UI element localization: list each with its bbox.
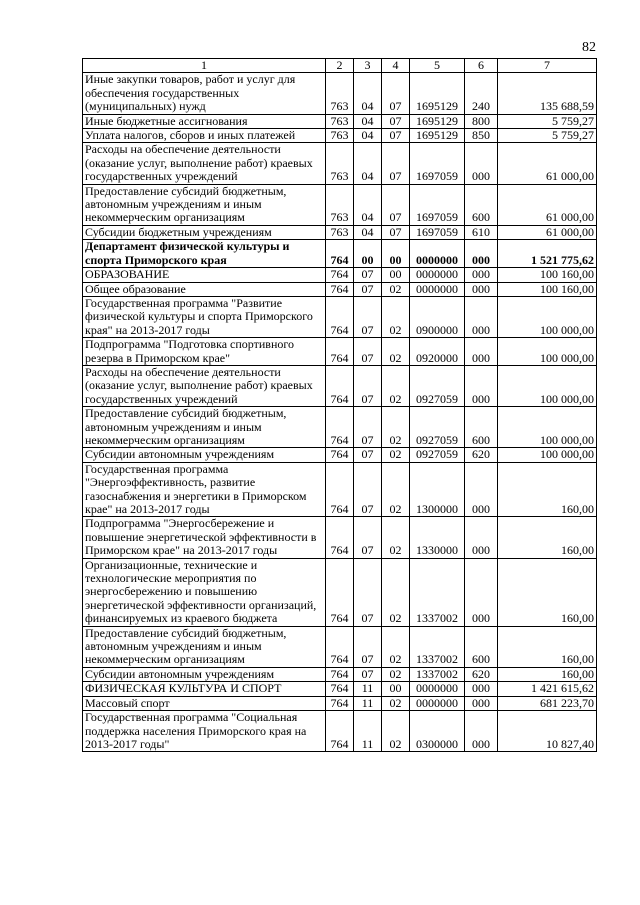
row-amount-cell: 61 000,00 xyxy=(498,225,597,239)
row-amount-cell: 100 000,00 xyxy=(498,365,597,406)
row-name-cell: Расходы на обеспечение деятельности (оказание услуг, выполнение работ) краевых государственных учреждений xyxy=(83,143,326,184)
row-amount-cell: 100 160,00 xyxy=(498,282,597,296)
row-amount-cell: 1 521 775,62 xyxy=(498,240,597,268)
row-expense-type-cell: 850 xyxy=(465,129,498,143)
row-subsection-cell: 00 xyxy=(382,240,410,268)
table-row xyxy=(83,448,597,462)
table-row xyxy=(83,407,597,448)
table-row xyxy=(83,73,597,114)
row-admin-code-cell: 764 xyxy=(326,517,354,558)
table-row xyxy=(83,114,597,128)
row-section-cell: 00 xyxy=(354,240,382,268)
row-subsection-cell: 02 xyxy=(382,711,410,752)
row-expense-type-cell: 000 xyxy=(465,682,498,696)
table-row xyxy=(83,682,597,696)
table-row xyxy=(83,296,597,337)
row-section-cell: 04 xyxy=(354,73,382,114)
row-subsection-cell: 07 xyxy=(382,129,410,143)
row-expense-type-cell: 000 xyxy=(465,282,498,296)
table-row xyxy=(83,240,597,268)
row-section-cell: 07 xyxy=(354,517,382,558)
table-row xyxy=(83,129,597,143)
row-target-code-cell: 0900000 xyxy=(410,296,465,337)
row-target-code-cell: 1695129 xyxy=(410,114,465,128)
row-name-cell: Подпрограмма "Энергосбережение и повышение энергетической эффективности в Приморском крае" на 2013-2017 годы xyxy=(83,517,326,558)
row-expense-type-cell: 000 xyxy=(465,268,498,282)
table-row xyxy=(83,667,597,681)
row-amount-cell: 1 421 615,62 xyxy=(498,682,597,696)
table-row xyxy=(83,282,597,296)
row-subsection-cell: 00 xyxy=(382,268,410,282)
budget-table xyxy=(82,58,597,752)
column-header: 7 xyxy=(498,59,597,73)
row-section-cell: 07 xyxy=(354,268,382,282)
table-row xyxy=(83,365,597,406)
row-admin-code-cell: 764 xyxy=(326,338,354,366)
row-section-cell: 07 xyxy=(354,558,382,626)
row-expense-type-cell: 600 xyxy=(465,626,498,667)
row-target-code-cell: 1330000 xyxy=(410,517,465,558)
row-amount-cell: 160,00 xyxy=(498,462,597,517)
row-amount-cell: 10 827,40 xyxy=(498,711,597,752)
row-admin-code-cell: 764 xyxy=(326,558,354,626)
table-row xyxy=(83,184,597,225)
row-section-cell: 04 xyxy=(354,143,382,184)
row-subsection-cell: 02 xyxy=(382,296,410,337)
row-name-cell: Общее образование xyxy=(83,282,326,296)
row-subsection-cell: 07 xyxy=(382,73,410,114)
row-admin-code-cell: 763 xyxy=(326,129,354,143)
row-subsection-cell: 02 xyxy=(382,626,410,667)
table-row xyxy=(83,558,597,626)
row-subsection-cell: 07 xyxy=(382,143,410,184)
row-section-cell: 07 xyxy=(354,407,382,448)
row-name-cell: Иные закупки товаров, работ и услуг для обеспечения государственных (муниципальных) нужд xyxy=(83,73,326,114)
table-row xyxy=(83,696,597,710)
row-amount-cell: 135 688,59 xyxy=(498,73,597,114)
row-section-cell: 04 xyxy=(354,129,382,143)
row-subsection-cell: 02 xyxy=(382,462,410,517)
row-amount-cell: 100 000,00 xyxy=(498,296,597,337)
table-header xyxy=(83,59,597,73)
row-amount-cell: 100 160,00 xyxy=(498,268,597,282)
row-subsection-cell: 02 xyxy=(382,696,410,710)
row-target-code-cell: 1695129 xyxy=(410,129,465,143)
row-section-cell: 07 xyxy=(354,462,382,517)
row-admin-code-cell: 763 xyxy=(326,114,354,128)
column-header: 6 xyxy=(465,59,498,73)
row-subsection-cell: 02 xyxy=(382,338,410,366)
row-admin-code-cell: 764 xyxy=(326,711,354,752)
row-expense-type-cell: 000 xyxy=(465,711,498,752)
row-section-cell: 07 xyxy=(354,448,382,462)
row-expense-type-cell: 800 xyxy=(465,114,498,128)
row-subsection-cell: 07 xyxy=(382,184,410,225)
row-subsection-cell: 02 xyxy=(382,407,410,448)
row-admin-code-cell: 764 xyxy=(326,240,354,268)
table-row xyxy=(83,143,597,184)
row-amount-cell: 160,00 xyxy=(498,558,597,626)
column-header: 5 xyxy=(410,59,465,73)
row-section-cell: 04 xyxy=(354,225,382,239)
row-subsection-cell: 07 xyxy=(382,114,410,128)
row-amount-cell: 160,00 xyxy=(498,517,597,558)
row-name-cell: Подпрограмма "Подготовка спортивного резерва в Приморском крае" xyxy=(83,338,326,366)
row-section-cell: 07 xyxy=(354,667,382,681)
row-target-code-cell: 0927059 xyxy=(410,365,465,406)
row-admin-code-cell: 764 xyxy=(326,626,354,667)
row-admin-code-cell: 764 xyxy=(326,296,354,337)
row-name-cell: Предоставление субсидий бюджетным, автономным учреждениям и иным некоммерческим организациям xyxy=(83,184,326,225)
row-admin-code-cell: 764 xyxy=(326,667,354,681)
row-admin-code-cell: 763 xyxy=(326,184,354,225)
column-header: 2 xyxy=(326,59,354,73)
row-subsection-cell: 07 xyxy=(382,225,410,239)
row-section-cell: 11 xyxy=(354,682,382,696)
column-header: 3 xyxy=(354,59,382,73)
row-expense-type-cell: 000 xyxy=(465,696,498,710)
row-amount-cell: 100 000,00 xyxy=(498,407,597,448)
row-expense-type-cell: 000 xyxy=(465,240,498,268)
row-section-cell: 11 xyxy=(354,711,382,752)
row-expense-type-cell: 000 xyxy=(465,296,498,337)
row-admin-code-cell: 764 xyxy=(326,282,354,296)
row-section-cell: 04 xyxy=(354,114,382,128)
row-target-code-cell: 1697059 xyxy=(410,225,465,239)
row-expense-type-cell: 620 xyxy=(465,667,498,681)
row-amount-cell: 61 000,00 xyxy=(498,143,597,184)
row-subsection-cell: 00 xyxy=(382,682,410,696)
row-target-code-cell: 0000000 xyxy=(410,282,465,296)
row-name-cell: Государственная программа "Социальная поддержка населения Приморского края на 2013-2017 годы" xyxy=(83,711,326,752)
row-expense-type-cell: 000 xyxy=(465,143,498,184)
table-row xyxy=(83,517,597,558)
row-subsection-cell: 02 xyxy=(382,517,410,558)
row-expense-type-cell: 000 xyxy=(465,558,498,626)
row-amount-cell: 5 759,27 xyxy=(498,129,597,143)
row-amount-cell: 100 000,00 xyxy=(498,338,597,366)
row-name-cell: Субсидии бюджетным учреждениям xyxy=(83,225,326,239)
row-name-cell: ФИЗИЧЕСКАЯ КУЛЬТУРА И СПОРТ xyxy=(83,682,326,696)
row-name-cell: Субсидии автономным учреждениям xyxy=(83,448,326,462)
table-row xyxy=(83,462,597,517)
row-section-cell: 07 xyxy=(354,365,382,406)
table-row xyxy=(83,626,597,667)
row-name-cell: Иные бюджетные ассигнования xyxy=(83,114,326,128)
row-section-cell: 04 xyxy=(354,184,382,225)
row-expense-type-cell: 620 xyxy=(465,448,498,462)
table-row xyxy=(83,268,597,282)
header-row xyxy=(83,59,597,73)
row-amount-cell: 61 000,00 xyxy=(498,184,597,225)
row-admin-code-cell: 764 xyxy=(326,407,354,448)
row-admin-code-cell: 764 xyxy=(326,682,354,696)
row-target-code-cell: 0000000 xyxy=(410,240,465,268)
row-target-code-cell: 1697059 xyxy=(410,143,465,184)
row-target-code-cell: 0300000 xyxy=(410,711,465,752)
row-amount-cell: 100 000,00 xyxy=(498,448,597,462)
table-body xyxy=(83,73,597,752)
row-subsection-cell: 02 xyxy=(382,667,410,681)
row-expense-type-cell: 000 xyxy=(465,365,498,406)
row-name-cell: Департамент физической культуры и спорта Приморского края xyxy=(83,240,326,268)
row-expense-type-cell: 600 xyxy=(465,184,498,225)
row-amount-cell: 681 223,70 xyxy=(498,696,597,710)
row-target-code-cell: 0000000 xyxy=(410,268,465,282)
table-row xyxy=(83,711,597,752)
row-admin-code-cell: 764 xyxy=(326,268,354,282)
row-expense-type-cell: 000 xyxy=(465,517,498,558)
row-admin-code-cell: 763 xyxy=(326,73,354,114)
row-amount-cell: 160,00 xyxy=(498,626,597,667)
row-name-cell: Государственная программа "Развитие физической культуры и спорта Приморского края" на 2013-2017 годы xyxy=(83,296,326,337)
row-name-cell: ОБРАЗОВАНИЕ xyxy=(83,268,326,282)
column-header: 4 xyxy=(382,59,410,73)
row-expense-type-cell: 000 xyxy=(465,462,498,517)
row-name-cell: Организационные, технические и технологические мероприятия по энергосбережению и повышению энергетической эффективности организаций, финансируемых из краевого бюджета xyxy=(83,558,326,626)
row-expense-type-cell: 610 xyxy=(465,225,498,239)
row-section-cell: 11 xyxy=(354,696,382,710)
row-name-cell: Государственная программа "Энергоэффективность, развитие газоснабжения и энергетики в Приморском крае" на 2013-2017 годы xyxy=(83,462,326,517)
row-section-cell: 07 xyxy=(354,282,382,296)
row-subsection-cell: 02 xyxy=(382,282,410,296)
row-expense-type-cell: 000 xyxy=(465,338,498,366)
row-admin-code-cell: 764 xyxy=(326,696,354,710)
row-admin-code-cell: 764 xyxy=(326,365,354,406)
row-target-code-cell: 0927059 xyxy=(410,448,465,462)
row-name-cell: Уплата налогов, сборов и иных платежей xyxy=(83,129,326,143)
row-target-code-cell: 0000000 xyxy=(410,696,465,710)
row-name-cell: Предоставление субсидий бюджетным, автономным учреждениям и иным некоммерческим организациям xyxy=(83,626,326,667)
row-subsection-cell: 02 xyxy=(382,365,410,406)
table-row xyxy=(83,225,597,239)
row-expense-type-cell: 600 xyxy=(465,407,498,448)
row-section-cell: 07 xyxy=(354,296,382,337)
row-admin-code-cell: 764 xyxy=(326,448,354,462)
row-target-code-cell: 1697059 xyxy=(410,184,465,225)
row-section-cell: 07 xyxy=(354,626,382,667)
row-expense-type-cell: 240 xyxy=(465,73,498,114)
row-admin-code-cell: 763 xyxy=(326,225,354,239)
row-target-code-cell: 0000000 xyxy=(410,682,465,696)
row-name-cell: Расходы на обеспечение деятельности (оказание услуг, выполнение работ) краевых государственных учреждений xyxy=(83,365,326,406)
row-target-code-cell: 1337002 xyxy=(410,558,465,626)
page-number: 82 xyxy=(582,40,596,55)
row-target-code-cell: 1337002 xyxy=(410,626,465,667)
row-target-code-cell: 1337002 xyxy=(410,667,465,681)
row-target-code-cell: 1695129 xyxy=(410,73,465,114)
row-admin-code-cell: 763 xyxy=(326,143,354,184)
row-amount-cell: 5 759,27 xyxy=(498,114,597,128)
row-target-code-cell: 1300000 xyxy=(410,462,465,517)
row-name-cell: Субсидии автономным учреждениям xyxy=(83,667,326,681)
table-row xyxy=(83,338,597,366)
row-name-cell: Массовый спорт xyxy=(83,696,326,710)
row-target-code-cell: 0927059 xyxy=(410,407,465,448)
row-admin-code-cell: 764 xyxy=(326,462,354,517)
row-subsection-cell: 02 xyxy=(382,448,410,462)
row-subsection-cell: 02 xyxy=(382,558,410,626)
row-section-cell: 07 xyxy=(354,338,382,366)
column-header: 1 xyxy=(83,59,326,73)
row-amount-cell: 160,00 xyxy=(498,667,597,681)
row-name-cell: Предоставление субсидий бюджетным, автономным учреждениям и иным некоммерческим организациям xyxy=(83,407,326,448)
row-target-code-cell: 0920000 xyxy=(410,338,465,366)
